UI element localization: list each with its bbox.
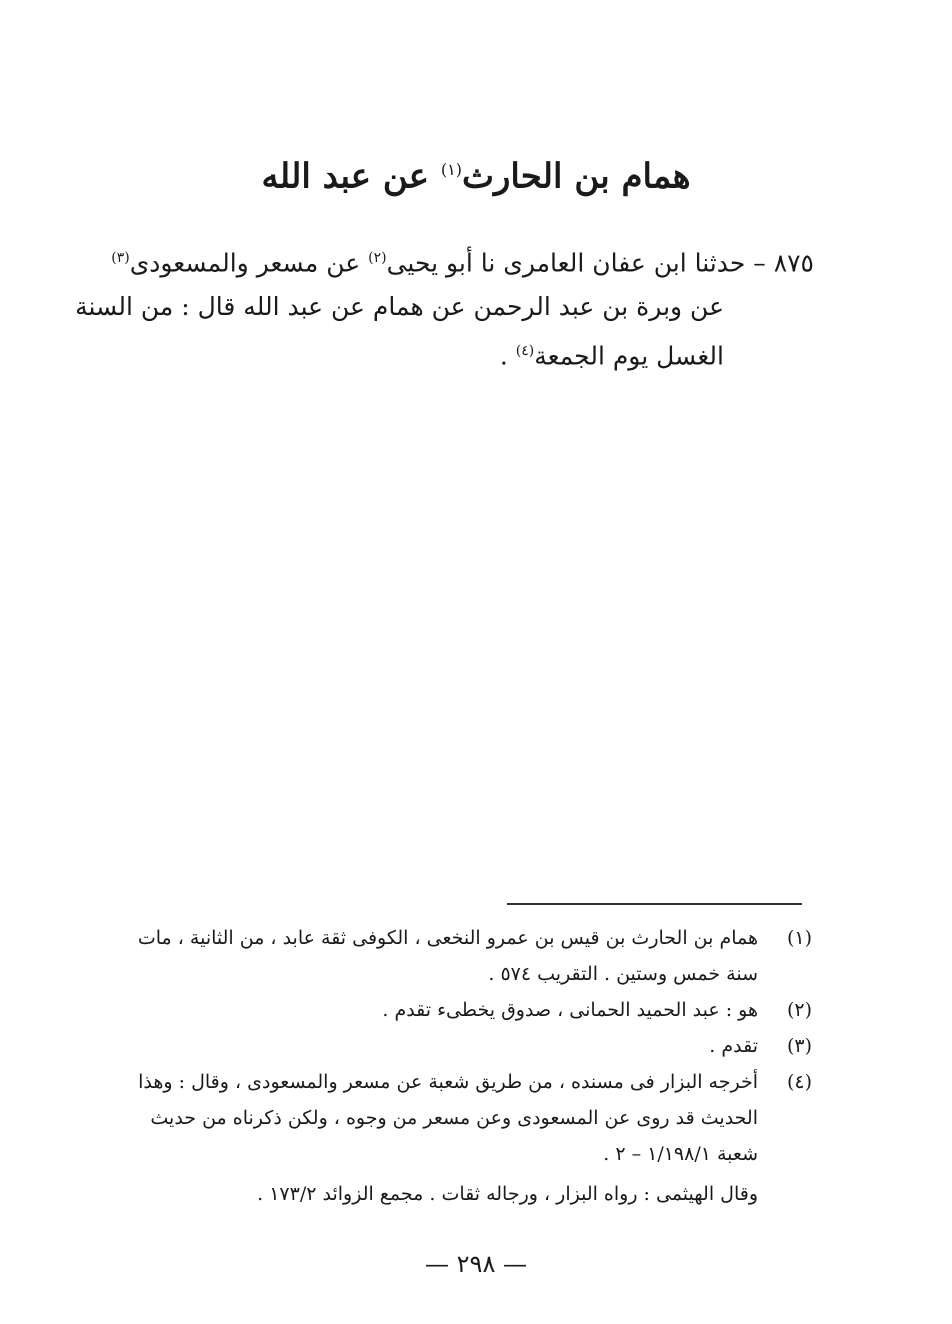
- footnote-line: سنة خمس وستين . التقريب ٥٧٤ .: [488, 963, 758, 985]
- footnote-2: [102, 992, 812, 1028]
- footnote-number: (٣): [786, 1035, 812, 1057]
- hadith-line-1-part-a: حدثنا ابن عفان العامرى نا أبو يحيى: [386, 248, 746, 278]
- footnote-separator: [507, 903, 802, 905]
- hadith-line-1-part-b: عن مسعر والمسعودى: [129, 248, 361, 278]
- footnotes: [102, 920, 812, 1212]
- hadith-line-2: عن وبرة بن عبد الرحمن عن همام عن عبد الله قال : من السنة: [75, 292, 724, 322]
- footnote-3: [102, 1028, 812, 1064]
- footnote-4-continuation: وقال الهيثمى : رواه البزار ، ورجاله ثقات . مجمع الزوائد ١٧٣/٢ .: [257, 1183, 758, 1205]
- footnote-ref-3: (٣): [111, 250, 130, 266]
- footnote-body: [102, 1028, 758, 1064]
- footnote-ref-4: (٤): [515, 343, 535, 360]
- hadith-text: [75, 236, 814, 379]
- footnote-body: [102, 992, 758, 1028]
- chapter-title-text: همام بن الحارث: [461, 156, 691, 197]
- footnote-number: (٤): [786, 1071, 812, 1093]
- footnote-line: الحديث قد روى عن المسعودى وعن مسعر من وجوه ، ولكن ذكرناه من حديث: [150, 1107, 758, 1129]
- footnote-1: [102, 920, 812, 992]
- chapter-title: [0, 140, 952, 206]
- footnote-body: [102, 1064, 758, 1172]
- footnote-number: (١): [786, 927, 812, 949]
- hadith-line-3: [104, 329, 814, 378]
- hadith-number: ٨٧٥ –: [753, 248, 814, 278]
- footnote-line: تقدم .: [709, 1035, 758, 1057]
- footnote-line: همام بن الحارث بن قيس بن عمرو النخعى ، الكوفى ثقة عابد ، من الثانية ، مات: [137, 927, 758, 949]
- hadith-line-1: [104, 236, 814, 285]
- chapter-title-suffix: عن عبد الله: [261, 156, 430, 197]
- footnote-number: (٢): [786, 999, 812, 1021]
- footnote-body: [102, 920, 758, 992]
- footnote-line: أخرجه البزار فى مسنده ، من طريق شعبة عن مسعر والمسعودى ، وقال : وهذا: [138, 1071, 758, 1093]
- page-number: — ٢٩٨ —: [425, 1250, 527, 1278]
- footnote-4: [102, 1064, 812, 1172]
- hadith-line-3-text: الغسل يوم الجمعة: [534, 341, 724, 371]
- footnote-ref-2: (٢): [368, 250, 387, 266]
- footnote-line: هو : عبد الحميد الحمانى ، صدوق يخطىء تقدم .: [382, 999, 758, 1021]
- hadith-line-3-end: .: [499, 341, 508, 371]
- chapter-title-footnote-ref: (١): [440, 160, 462, 179]
- footnote-line: شعبة ١/١٩٨/١ – ٢ .: [603, 1143, 758, 1165]
